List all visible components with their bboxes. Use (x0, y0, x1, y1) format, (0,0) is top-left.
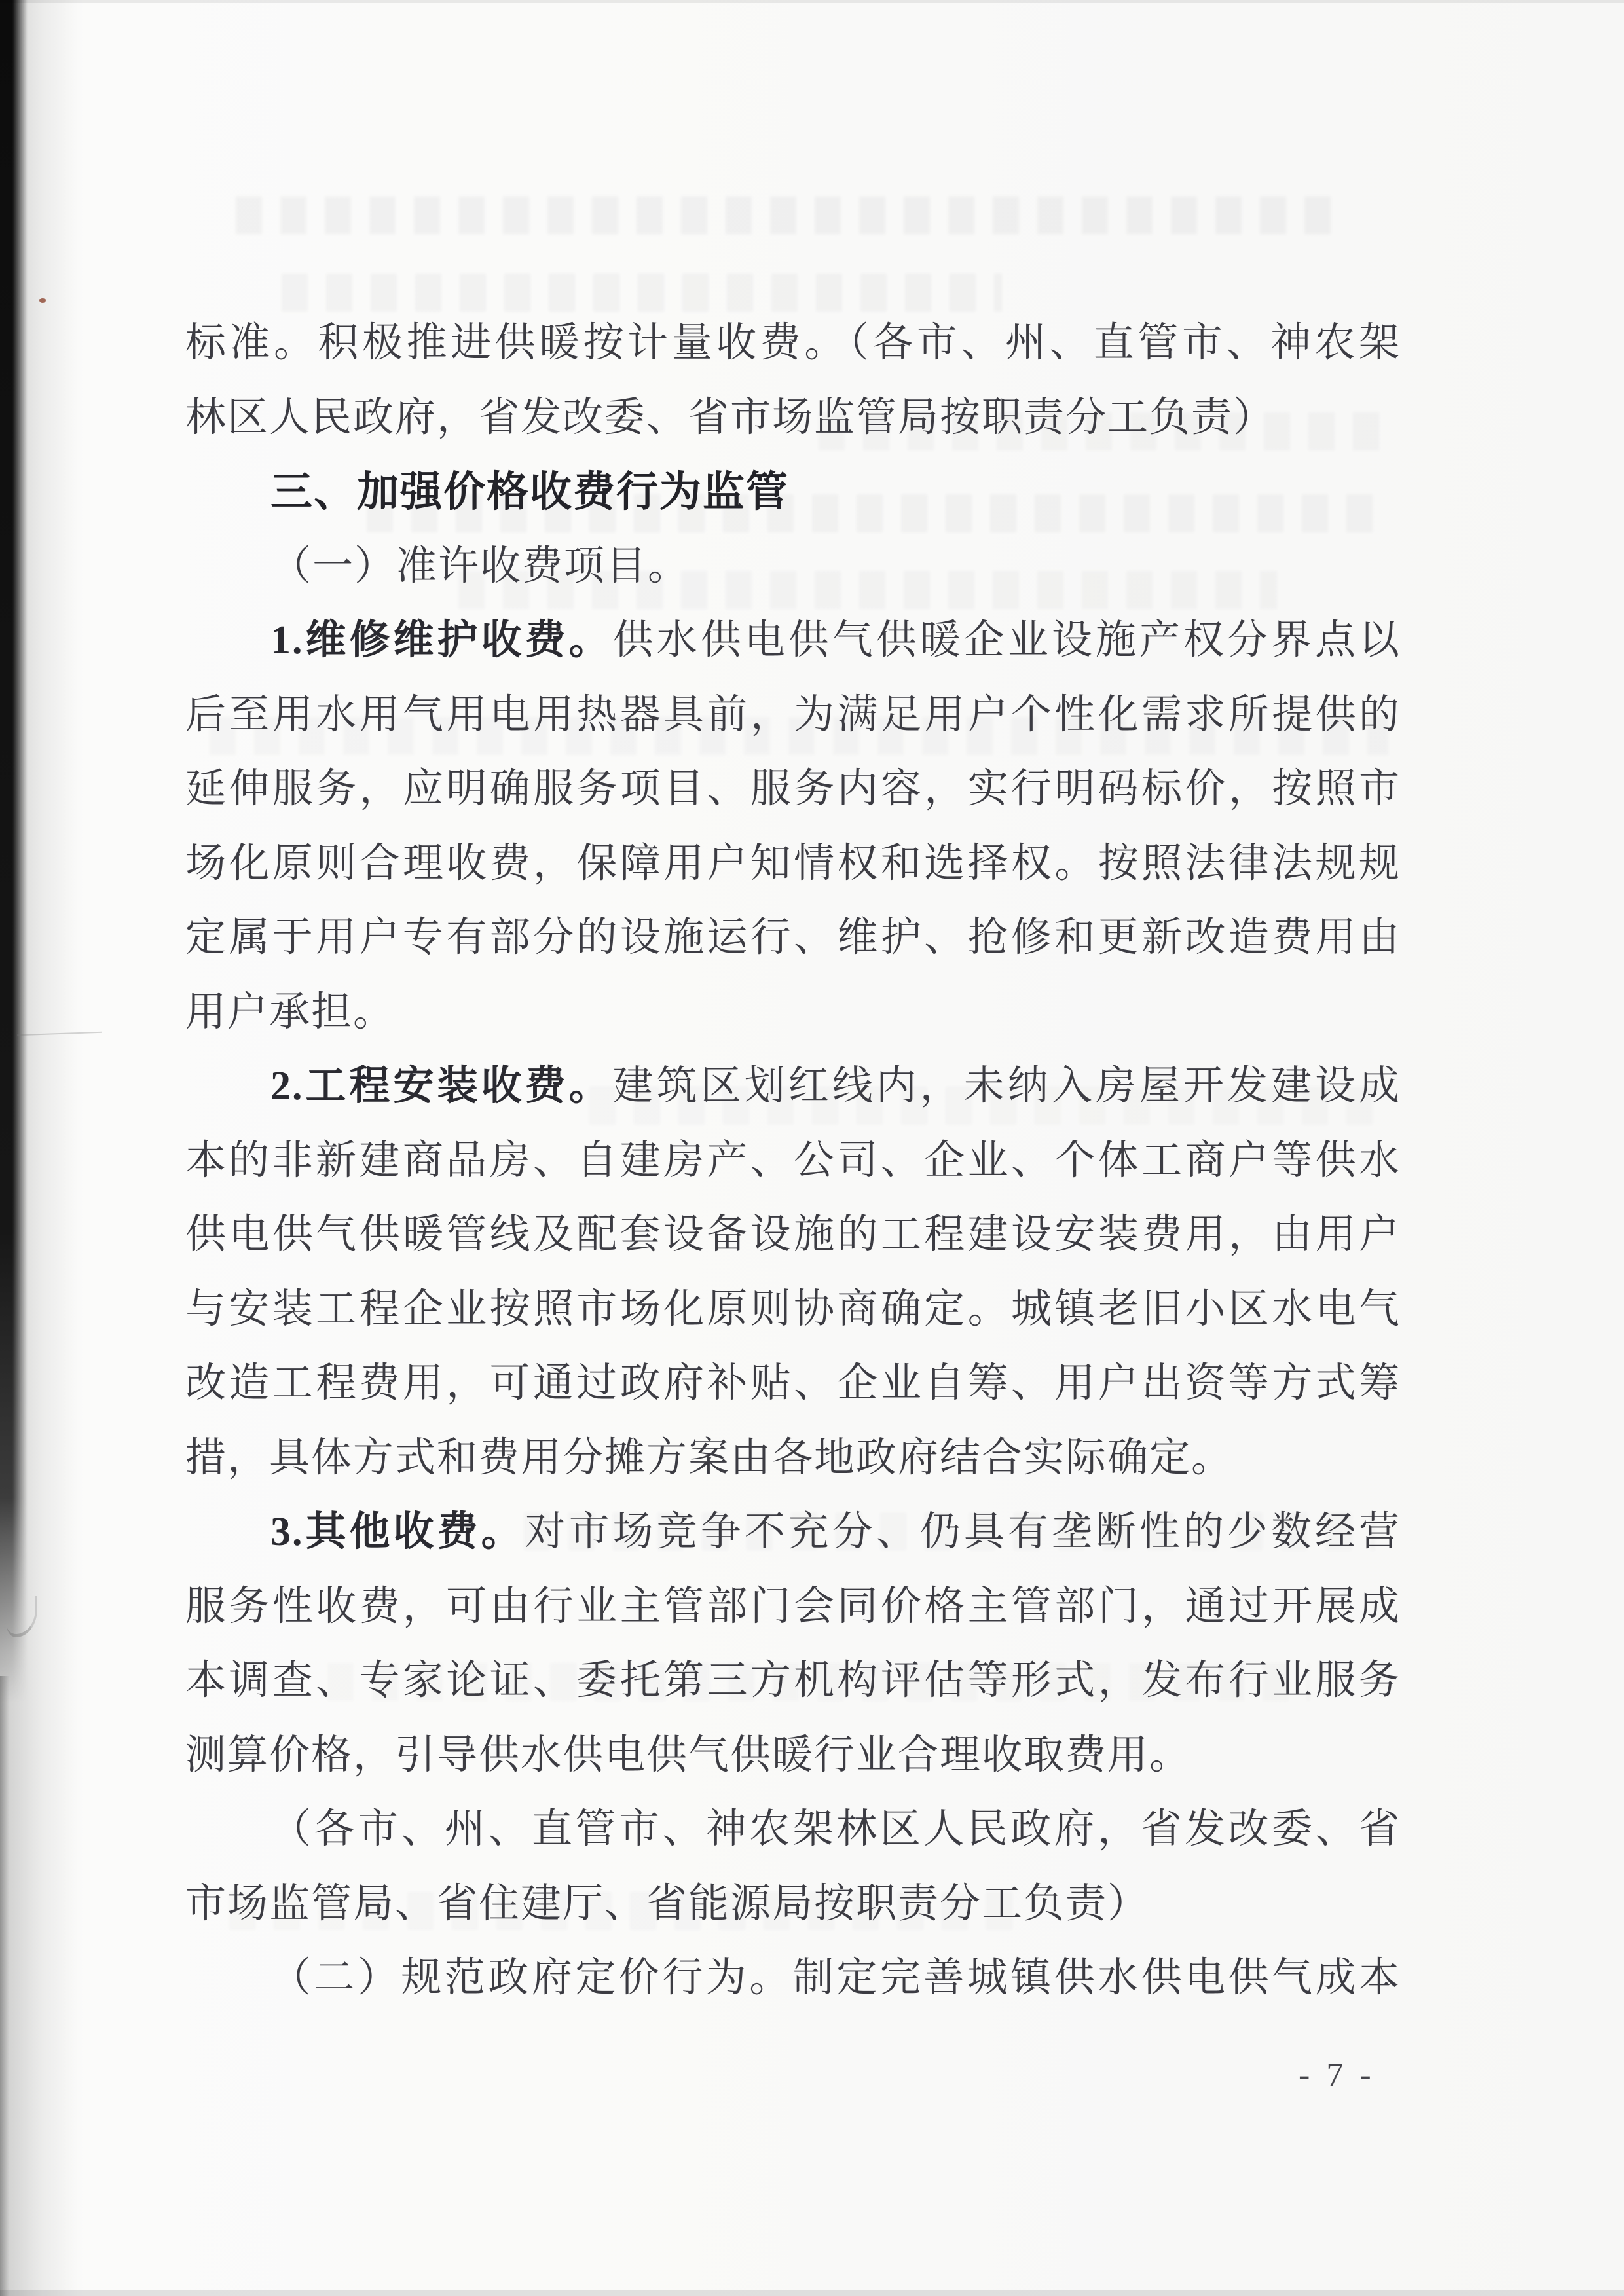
binding-shadow-tail (0, 1676, 9, 2296)
scan-bottom-edge (0, 2290, 1624, 2296)
text-line: 服务性收费，可由行业主管部门会同价格主管部门，通过开展成 (185, 1584, 1401, 1629)
text-line: 用户承担。 (185, 989, 396, 1034)
text-line: 延伸服务，应明确服务项目、服务内容，实行明码标价，按照市 (185, 767, 1401, 811)
document-body (185, 306, 1401, 2016)
item-lead-label: 1.维修维护收费。 (270, 618, 613, 663)
text-line: 测算价格，引导供水供电供气供暖行业合理收取费用。 (185, 1732, 1192, 1777)
item-lead-label: 3.其他收费。 (270, 1510, 525, 1554)
text-line (185, 1495, 1401, 1570)
text-line: 标准。积极推进供暖按计量收费。（各市、州、直管市、神农架 (185, 321, 1401, 365)
text-line: 供电供气供暖管线及配套设备设施的工程建设安装费用，由用户 (185, 1212, 1401, 1257)
text-line: （各市、州、直管市、神农架林区人民政府，省发改委、省 (270, 1807, 1401, 1851)
text-line: 本的非新建商品房、自建房产、公司、企业、个体工商户等供水 (185, 1138, 1401, 1183)
binding-shadow (0, 0, 28, 1702)
text-line: 林区人民政府，省发改委、省市场监管局按职责分工负责） (185, 395, 1276, 440)
text-line: 场化原则合理收费，保障用户知情权和选择权。按照法律法规规 (185, 841, 1401, 886)
text-run: 供水供电供气供暖企业设施产权分界点以 (612, 618, 1401, 663)
text-line: 定属于用户专有部分的设施运行、维护、抢修和更新改造费用由 (185, 915, 1401, 960)
text-line (185, 1049, 1401, 1124)
subsection-line: （一）准许收费项目。 (270, 543, 690, 589)
text-line: 与安装工程企业按照市场化原则协商确定。城镇老旧小区水电气 (185, 1286, 1401, 1332)
text-line: 后至用水用气用电用热器具前，为满足用户个性化需求所提供的 (185, 692, 1401, 737)
text-line: 改造工程费用，可通过政府补贴、企业自筹、用户出资等方式筹 (185, 1361, 1401, 1406)
text-run: 对市场竞争不充分、仍具有垄断性的少数经营 (525, 1510, 1401, 1554)
text-line (185, 604, 1401, 678)
text-run: 建筑区划红线内，未纳入房屋开发建设成 (612, 1064, 1401, 1108)
text-line: 措，具体方式和费用分摊方案由各地政府结合实际确定。 (185, 1435, 1234, 1480)
section-heading-line: 三、加强价格收费行为监管 (270, 469, 789, 515)
text-line: （二）规范政府定价行为。制定完善城镇供水供电供气成本 (270, 1956, 1401, 2000)
item-lead-label: 2.工程安装收费。 (270, 1064, 613, 1108)
scan-top-edge (0, 0, 1624, 3)
ink-bleed-ghost (236, 196, 1349, 234)
text-line: 本调查、专家论证、委托第三方机构评估等形式，发布行业服务 (185, 1658, 1401, 1703)
text-line: 市场监管局、省住建厅、省能源局按职责分工负责） (185, 1881, 1150, 1926)
red-speck (39, 298, 46, 303)
page-number: - 7 - (1299, 2056, 1375, 2094)
